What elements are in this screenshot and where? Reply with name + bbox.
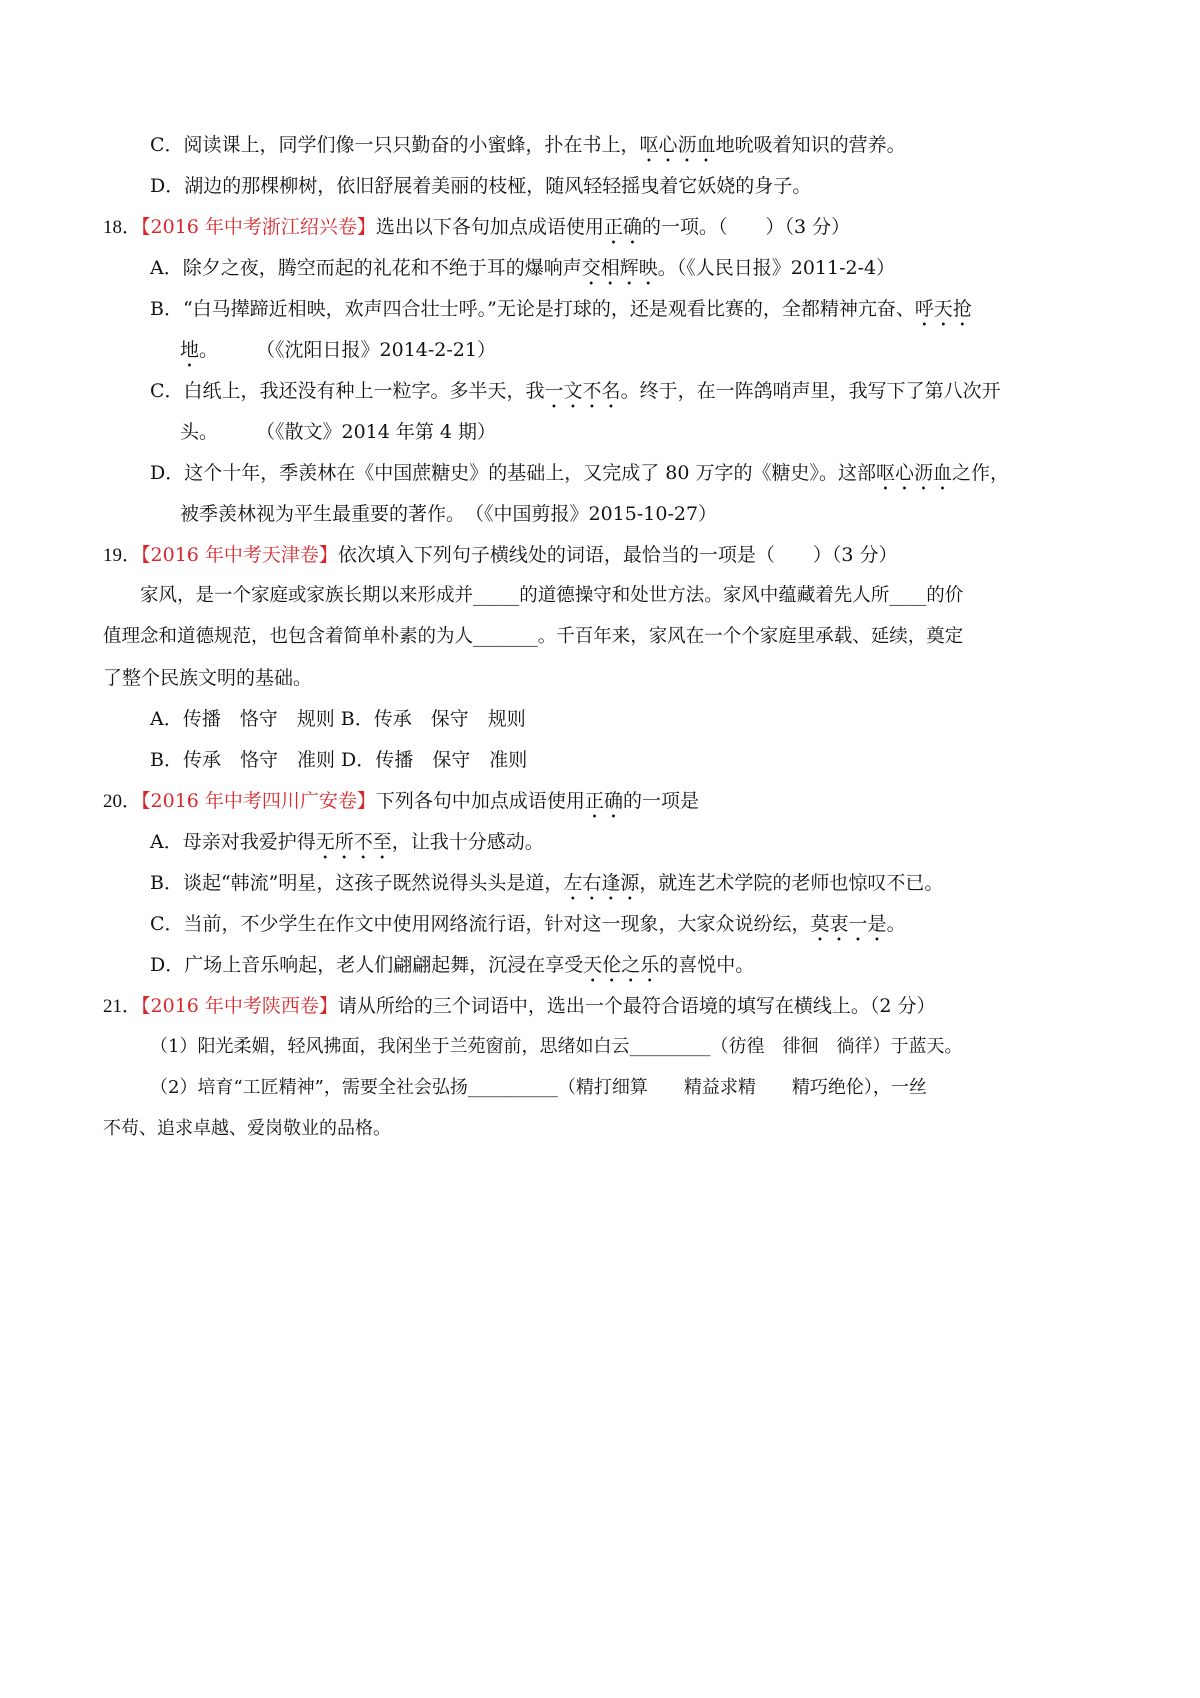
q21-item-2: （2）培育“工匠精神”，需要全社会弘扬__________（精打细算 精益求精 精巧绝伦），一丝 — [150, 1077, 927, 1098]
q21-stem: 21．【2016 年中考陕西卷】请从所给的三个词语中，选出一个最符合语境的填写在横线上。（2 分） — [103, 995, 936, 1017]
q18-option-c-cont: 头。 （《散文》2014 年第 4 期） — [180, 421, 497, 443]
q20-option-c: C．当前，不少学生在作文中使用网络流行语，针对这一现象，大家众说纷纭，莫衷一是。 — [150, 913, 906, 935]
q18-number: 18． — [103, 217, 142, 238]
q18-option-d: D．这个十年，季羡林在《中国蔗糖史》的基础上，又完成了 80 万字的《糖史》。这部呕心沥血之作， — [150, 462, 1010, 484]
q17-option-c: C．阅读课上，同学们像一只只勤奋的小蜜蜂，扑在书上，呕心沥血地吮吸着知识的营养。 — [150, 134, 906, 156]
q18-source: 【2016 年中考浙江绍兴卷】 — [141, 216, 376, 238]
q17-option-d: D．湖边的那棵柳树，依旧舒展着美丽的枝桠，随风轻轻摇曳着它妖娆的身子。 — [150, 175, 812, 197]
q21-item-2-cont: 不苟、追求卓越、爱岗敬业的品格。 — [103, 1118, 391, 1139]
q18-stem: 18．【2016 年中考浙江绍兴卷】选出以下各句加点成语使用正确的一项。（ ）（3 分） — [103, 216, 851, 238]
q19-stem: 19．【2016 年中考天津卷】依次填入下列句子横线处的词语，最恰当的一项是（ ）（3 分） — [103, 544, 898, 566]
q19-passage-line-2: 值理念和道德规范，也包含着简单朴素的为人_______。千百年来，家风在一个个家庭里承载、延续，奠定 — [103, 626, 964, 647]
q18-option-c: C．白纸上，我还没有种上一粒字。多半天，我一文不名。终于，在一阵鸽哨声里，我写下了第八次开 — [150, 380, 1001, 402]
q19-passage-line-1: 家风，是一个家庭或家族长期以来形成并_____的道德操守和处世方法。家风中蕴藏着先人所____的价 — [140, 585, 964, 606]
q18-option-a: A．除夕之夜，腾空而起的礼花和不绝于耳的爆响声交相辉映。（《人民日报》2011-2-4） — [150, 257, 896, 279]
q20-option-b: B．谈起“韩流”明星，这孩子既然说得头头是道，左右逢源，就连艺术学院的老师也惊叹不已。 — [150, 872, 944, 894]
q20-stem: 20．【2016 年中考四川广安卷】下列各句中加点成语使用正确的一项是 — [103, 790, 699, 812]
q21-source: 【2016 年中考陕西卷】 — [141, 995, 338, 1017]
q19-options-row-2: B．传承 恪守 准则 D．传播 保守 准则 — [150, 749, 528, 771]
q20-option-d: D．广场上音乐响起，老人们翩翩起舞，沉浸在享受天伦之乐的喜悦中。 — [150, 954, 755, 976]
q19-options-row-1: A．传播 恪守 规则 B．传承 保守 规则 — [150, 708, 526, 730]
q19-source: 【2016 年中考天津卷】 — [141, 544, 338, 566]
q17-c-emphasized-idiom: 呕心沥血 — [639, 134, 716, 156]
q18-option-b-cont: 地。 （《沈阳日报》2014-2-21） — [180, 339, 496, 361]
q20-option-a: A．母亲对我爱护得无所不至，让我十分感动。 — [150, 831, 544, 853]
q19-passage-line-3: 了整个民族文明的基础。 — [103, 667, 313, 689]
q21-item-1: （1）阳光柔媚，轻风拂面，我闲坐于兰苑窗前，思绪如白云_________（彷徨 徘徊 徜徉）于蓝天。 — [150, 1036, 963, 1057]
q18-option-b: B．“白马撵蹄近相映，欢声四合壮士呼。”无论是打球的，还是观看比赛的，全都精神亢奋、呼天抢 — [150, 298, 972, 320]
q18-option-d-cont: 被季羡林视为平生最重要的著作。 （《中国剪报》2015-10-27） — [180, 503, 718, 525]
q20-source: 【2016 年中考四川广安卷】 — [141, 790, 376, 812]
